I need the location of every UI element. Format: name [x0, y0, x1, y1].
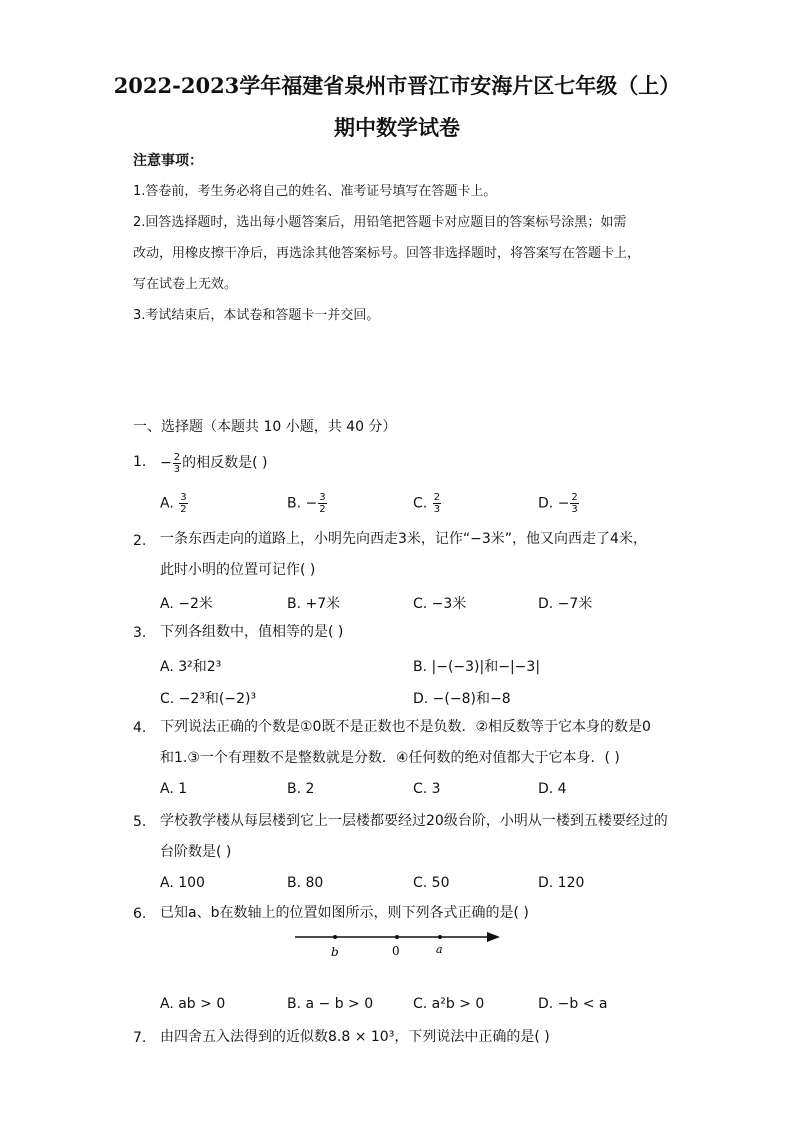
q1-option-b: B. − $\frac{3}{2}$ [287, 492, 326, 515]
q2-option-c: C. −3米 [413, 596, 467, 612]
q4-option-c: C. 3 [413, 781, 441, 797]
question-1-text [160, 448, 680, 479]
exam-title-line1: 2022-2023学年福建省泉州市晋江市安海片区七年级（上） [113, 73, 681, 98]
q1-option-d: D. − $\frac{2}{3}$ [538, 492, 578, 515]
question-5-line2: 台阶数是( ) [160, 844, 232, 860]
note-line-3: 3.考试结束后，本试卷和答题卡一并交回。 [133, 308, 380, 323]
q1-option-a: A. $\frac{3}{2}$ [160, 492, 187, 515]
q6-option-b: B. a − b > 0 [287, 996, 374, 1012]
note-line-1: 1.答卷前，考生务必将自己的姓名、准考证号填写在答题卡上。 [133, 184, 497, 199]
question-6-text: 已知a、b在数轴上的位置如图所示，则下列各式正确的是( ) [160, 905, 529, 921]
q4-option-b: B. 2 [287, 781, 315, 797]
question-4-number: 4. [133, 720, 147, 736]
q2-option-b: B. +7米 [287, 596, 341, 612]
q1-option-c: C. $\frac{2}{3}$ [413, 492, 441, 515]
question-1-number: 1. [133, 454, 147, 470]
q5-option-b: B. 80 [287, 875, 324, 891]
q6-option-c: C. a²b > 0 [413, 996, 485, 1012]
question-4-line2: 和1.③一个有理数不是整数就是分数．④任何数的绝对值都大于它本身．( ) [160, 750, 620, 766]
question-7-number: 7. [133, 1030, 147, 1046]
q3-option-b: B. |−(−3)|和−|−3| [413, 659, 541, 675]
q1-stem: 的相反数是( ) [182, 455, 268, 471]
note-line-2b: 改动，用橡皮擦干净后，再选涂其他答案标号。回答非选择题时，将答案写在答题卡上， [133, 246, 641, 261]
label-a: a [436, 943, 443, 956]
q5-option-c: C. 50 [413, 875, 450, 891]
q4-option-d: D. 4 [538, 781, 567, 797]
q3-option-a: A. 3²和2³ [160, 659, 222, 675]
q3-option-c: C. −2³和(−2)³ [160, 691, 257, 707]
exam-title-line2: 期中数学试卷 [334, 115, 460, 140]
q3-option-d: D. −(−8)和−8 [413, 691, 511, 707]
q1-minus: − [160, 455, 172, 471]
q6-option-d: D. −b < a [538, 996, 608, 1012]
label-b: b [331, 945, 339, 959]
number-line-figure [290, 920, 510, 965]
question-4-line1: 下列说法正确的个数是①0既不是正数也不是负数．②相反数等于它本身的数是0 [160, 719, 651, 735]
question-5-number: 5. [133, 814, 147, 830]
question-3-number: 3. [133, 625, 147, 641]
q1-fraction: $\frac{2}{3}$ [173, 451, 181, 475]
q2-option-d: D. −7米 [538, 596, 593, 612]
question-2-line2: 此时小明的位置可记作( ) [160, 562, 316, 578]
point-0-dot [395, 935, 399, 939]
note-line-2a: 2.回答选择题时，选出每小题答案后，用铅笔把答题卡对应题目的答案标号涂黑；如需 [133, 215, 627, 230]
q5-option-d: D. 120 [538, 875, 585, 891]
section-title: 一、选择题（本题共 10 小题，共 40 分） [133, 419, 397, 435]
q2-option-a: A. −2米 [160, 596, 213, 612]
point-b-dot [333, 935, 337, 939]
notes-heading: 注意事项： [133, 153, 203, 169]
question-2-line1: 一条东西走向的道路上，小明先向西走3米，记作“−3米”，他又向西走了4米， [160, 531, 647, 547]
question-6-number: 6. [133, 906, 147, 922]
number-line-arrow [487, 932, 500, 942]
point-a-dot [438, 935, 442, 939]
note-line-2c: 写在试卷上无效。 [133, 277, 238, 292]
q5-option-a: A. 100 [160, 875, 205, 891]
label-0: 0 [392, 944, 400, 958]
q6-option-a: A. ab > 0 [160, 996, 226, 1012]
question-3-text: 下列各组数中，值相等的是( ) [160, 624, 344, 640]
question-5-line1: 学校教学楼从每层楼到它上一层楼都要经过20级台阶，小明从一楼到五楼要经过的 [160, 813, 668, 829]
question-7-text: 由四舍五入法得到的近似数8.8 × 10³，下列说法中正确的是( ) [160, 1029, 550, 1045]
q4-option-a: A. 1 [160, 781, 188, 797]
question-2-number: 2. [133, 533, 147, 549]
